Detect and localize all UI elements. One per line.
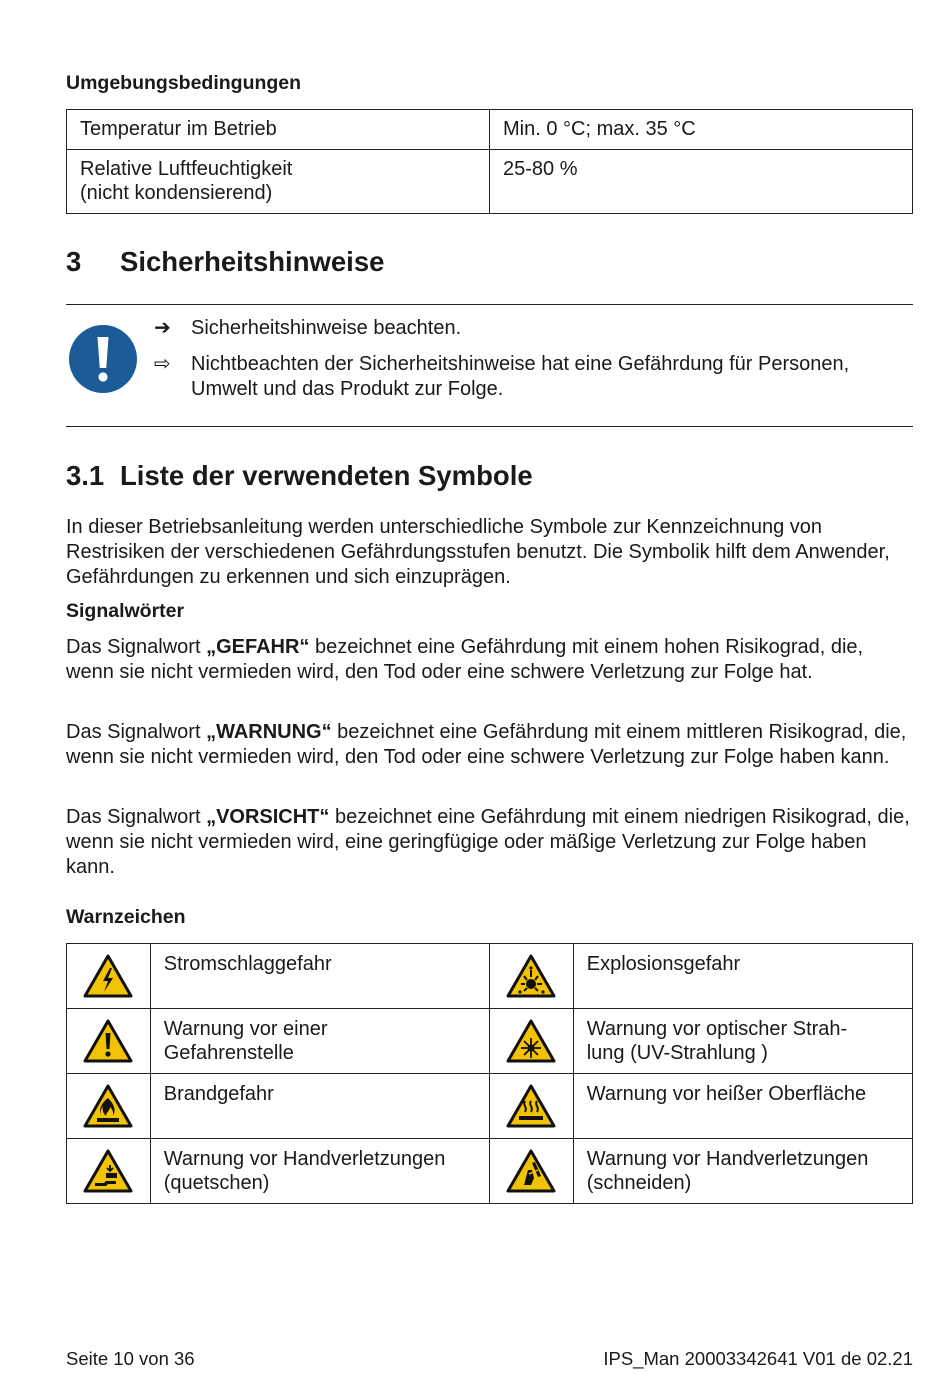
table-cell-label: Stromschlaggefahr <box>150 944 489 1009</box>
hand-crush-icon <box>82 1148 134 1194</box>
arrow-right-icon: ➔ <box>154 317 171 339</box>
table-cell-label <box>573 1139 912 1204</box>
label-line: Warnung vor Handverletzungen <box>163 1148 446 1170</box>
result-text: Nichtbeachten der Sicherheitshinweise hat eine Gefährdung für Personen, Umwelt und das Produkt zur Folge. <box>191 353 850 400</box>
warning-signs-heading: Warnzeichen <box>66 906 186 928</box>
environment-table <box>66 109 913 214</box>
table-row <box>67 944 913 1009</box>
signal-word: „GEFAHR“ <box>206 636 310 658</box>
table-row <box>67 1139 913 1204</box>
signal-word-paragraph <box>66 635 913 685</box>
table-cell-label <box>150 1009 489 1074</box>
paragraph-text: bezeichnet eine Gefährdung mit einem hohen Risikograd, die, wenn sie nicht vermieden wird, den Tod oder eine schwere Verletzung zur Folge hat. <box>66 636 864 683</box>
optical-radiation-icon <box>505 1018 557 1064</box>
section-heading <box>66 246 384 278</box>
document-id: IPS_Man 20003342641 V01 de 02.21 <box>603 1348 913 1369</box>
divider <box>66 426 913 427</box>
label-line: Warnung vor optischer Strah- <box>586 1018 848 1040</box>
action-step <box>154 316 913 341</box>
section-title: Sicherheitshinweise <box>120 246 385 277</box>
divider <box>66 304 913 305</box>
table-cell-label <box>573 1009 912 1074</box>
page-number: Seite 10 von 36 <box>66 1348 195 1369</box>
fire-icon <box>82 1083 134 1129</box>
table-cell-label: Brandgefahr <box>150 1074 489 1139</box>
table-cell-icon <box>489 1009 573 1074</box>
table-cell-icon <box>67 1074 151 1139</box>
table-cell-value: 25-80 % <box>490 150 913 214</box>
table-cell-icon <box>67 1139 151 1204</box>
label-line: lung (UV-Strahlung ) <box>586 1042 768 1064</box>
result-step <box>154 352 913 402</box>
table-cell-label: Explosionsgefahr <box>573 944 912 1009</box>
explosion-icon <box>505 953 557 999</box>
table-cell-label: Warnung vor heißer Oberfläche <box>573 1074 912 1139</box>
table-row <box>67 150 913 214</box>
manual-page <box>66 0 913 1375</box>
mandatory-exclamation-icon <box>68 324 138 394</box>
action-text: Sicherheitshinweise beachten. <box>191 317 462 339</box>
table-cell-icon <box>489 944 573 1009</box>
label-line: (nicht kondensierend) <box>80 182 273 204</box>
paragraph-text: Das Signalwort <box>66 636 207 658</box>
paragraph-text: Das Signalwort <box>66 721 207 743</box>
label-line: (schneiden) <box>586 1172 692 1194</box>
hot-surface-icon <box>505 1083 557 1129</box>
paragraph-text: bezeichnet eine Gefährdung mit einem mittleren Risikograd, die, wenn sie nicht vermieden wird, den Tod oder eine schwere Verletzung zur Folge haben kann. <box>66 721 907 768</box>
general-danger-icon <box>82 1018 134 1064</box>
section-title: Liste der verwendeten Symbole <box>120 460 533 491</box>
section-number: 3 <box>66 246 82 277</box>
label-line: Warnung vor einer <box>163 1018 328 1040</box>
label-line: Relative Luftfeuchtigkeit <box>80 158 293 180</box>
hand-cut-icon <box>505 1148 557 1194</box>
label-line: Gefahrenstelle <box>163 1042 294 1064</box>
signal-word: „WARNUNG“ <box>206 721 332 743</box>
section-heading <box>66 460 533 492</box>
warning-signs-table <box>66 943 913 1204</box>
table-cell-icon <box>67 944 151 1009</box>
table-row <box>67 1074 913 1139</box>
signal-word: „VORSICHT“ <box>206 806 330 828</box>
paragraph-text: Das Signalwort <box>66 806 207 828</box>
table-cell-value: Min. 0 °C; max. 35 °C <box>490 110 913 150</box>
environment-heading: Umgebungsbedingungen <box>66 72 302 94</box>
table-row <box>67 1009 913 1074</box>
table-cell-icon <box>67 1009 151 1074</box>
paragraph-text: bezeichnet eine Gefährdung mit einem niedrigen Risikograd, die, wenn sie nicht vermieden wird, eine geringfügige oder mäßige Verletzung zur Folge haben kann. <box>66 806 910 878</box>
table-cell-label <box>67 150 490 214</box>
electric-shock-icon <box>82 953 134 999</box>
intro-paragraph: In dieser Betriebsanleitung werden unterschiedliche Symbole zur Kennzeichnung von Restrisiken der verschiedenen Gefährdungsstufen benutzt. Die Symbolik hilft dem Anwender, Gefährdungen zu erkennen und sich einzuprägen. <box>66 516 890 588</box>
table-cell-label: Temperatur im Betrieb <box>67 110 490 150</box>
signal-word-paragraph <box>66 720 913 770</box>
label-line: (quetschen) <box>163 1172 270 1194</box>
table-cell-icon <box>489 1139 573 1204</box>
signal-words-heading: Signalwörter <box>66 600 185 622</box>
label-line: Warnung vor Handverletzungen <box>586 1148 869 1170</box>
outline-arrow-right-icon: ⇨ <box>154 353 171 375</box>
table-cell-label <box>150 1139 489 1204</box>
table-row <box>67 110 913 150</box>
section-number: 3.1 <box>66 460 105 491</box>
table-cell-icon <box>489 1074 573 1139</box>
signal-word-paragraph <box>66 805 913 880</box>
